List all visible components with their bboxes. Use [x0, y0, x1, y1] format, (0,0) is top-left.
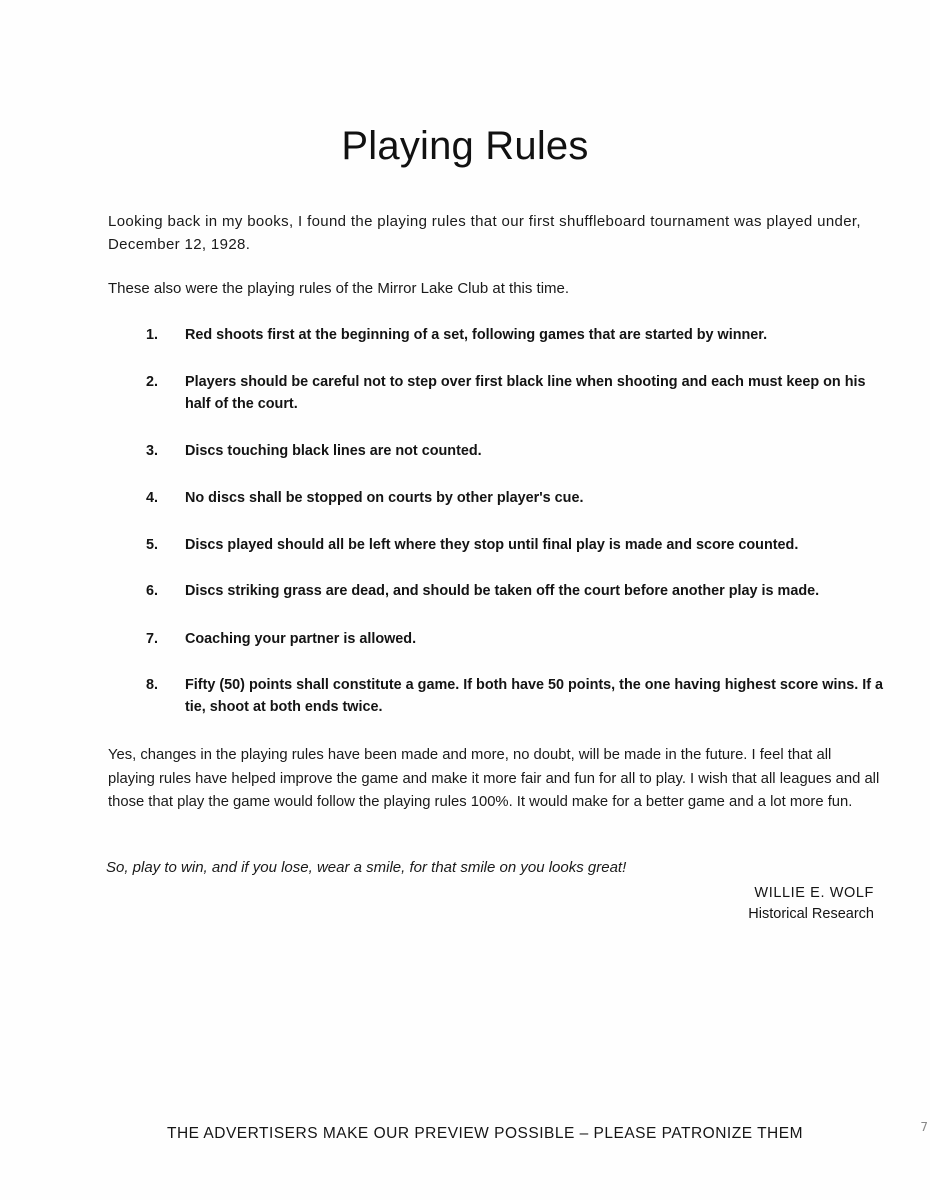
rule-number: 1. [146, 327, 159, 343]
rule-text: Red shoots first at the beginning of a set, following games that are started by winner. [185, 327, 768, 343]
rule-text: Discs touching black lines are not counted. [185, 443, 482, 459]
rule-text: Coaching your partner is allowed. [185, 631, 417, 647]
rule-number: 4. [146, 490, 159, 506]
page-edge-mark: 7 [920, 1120, 928, 1134]
rule-number: 5. [146, 537, 159, 553]
signature-role: Historical Research [748, 906, 874, 922]
rule-number: 2. [146, 374, 159, 390]
page-title: Playing Rules [341, 124, 589, 168]
footer-notice: THE ADVERTISERS MAKE OUR PREVIEW POSSIBLE – PLEASE PATRONIZE THEM [166, 1125, 803, 1142]
intro-paragraph-1: Looking back in my books, I found the playing rules that our first shuffleboard tournament was played under, December 12, 1928. [108, 213, 861, 253]
rule-number: 6. [146, 583, 159, 599]
rule-number: 8. [146, 677, 159, 693]
rule-number: 7. [146, 631, 159, 647]
rule-text: Fifty (50) points shall constitute a game. If both have 50 points, the one having highest score wins. If a tie, shoot at both ends twice. [185, 677, 884, 715]
closing-line: So, play to win, and if you lose, wear a smile, for that smile on you looks great! [106, 859, 627, 876]
signature-block [748, 883, 874, 925]
rule-text: Players should be careful not to step over first black line when shooting and each must keep on his half of the court. [185, 374, 866, 412]
intro-paragraph-2: These also were the playing rules of the Mirror Lake Club at this time. [108, 280, 570, 297]
rule-text: No discs shall be stopped on courts by other player's cue. [185, 490, 584, 506]
rule-number: 3. [146, 443, 159, 459]
outro-paragraph: Yes, changes in the playing rules have been made and more, no doubt, will be made in the future. I feel that all playing rules have helped improve the game and make it more fair and fun for all to play. I wish that all leagues and all those that play the game would follow the playing rules 100%. It would make for a better game and a lot more fun. [108, 747, 880, 810]
signature-name: WILLIE E. WOLF [754, 885, 874, 901]
rule-text: Discs striking grass are dead, and should be taken off the court before another play is made. [185, 583, 820, 599]
rule-text: Discs played should all be left where they stop until final play is made and score counted. [185, 537, 799, 553]
